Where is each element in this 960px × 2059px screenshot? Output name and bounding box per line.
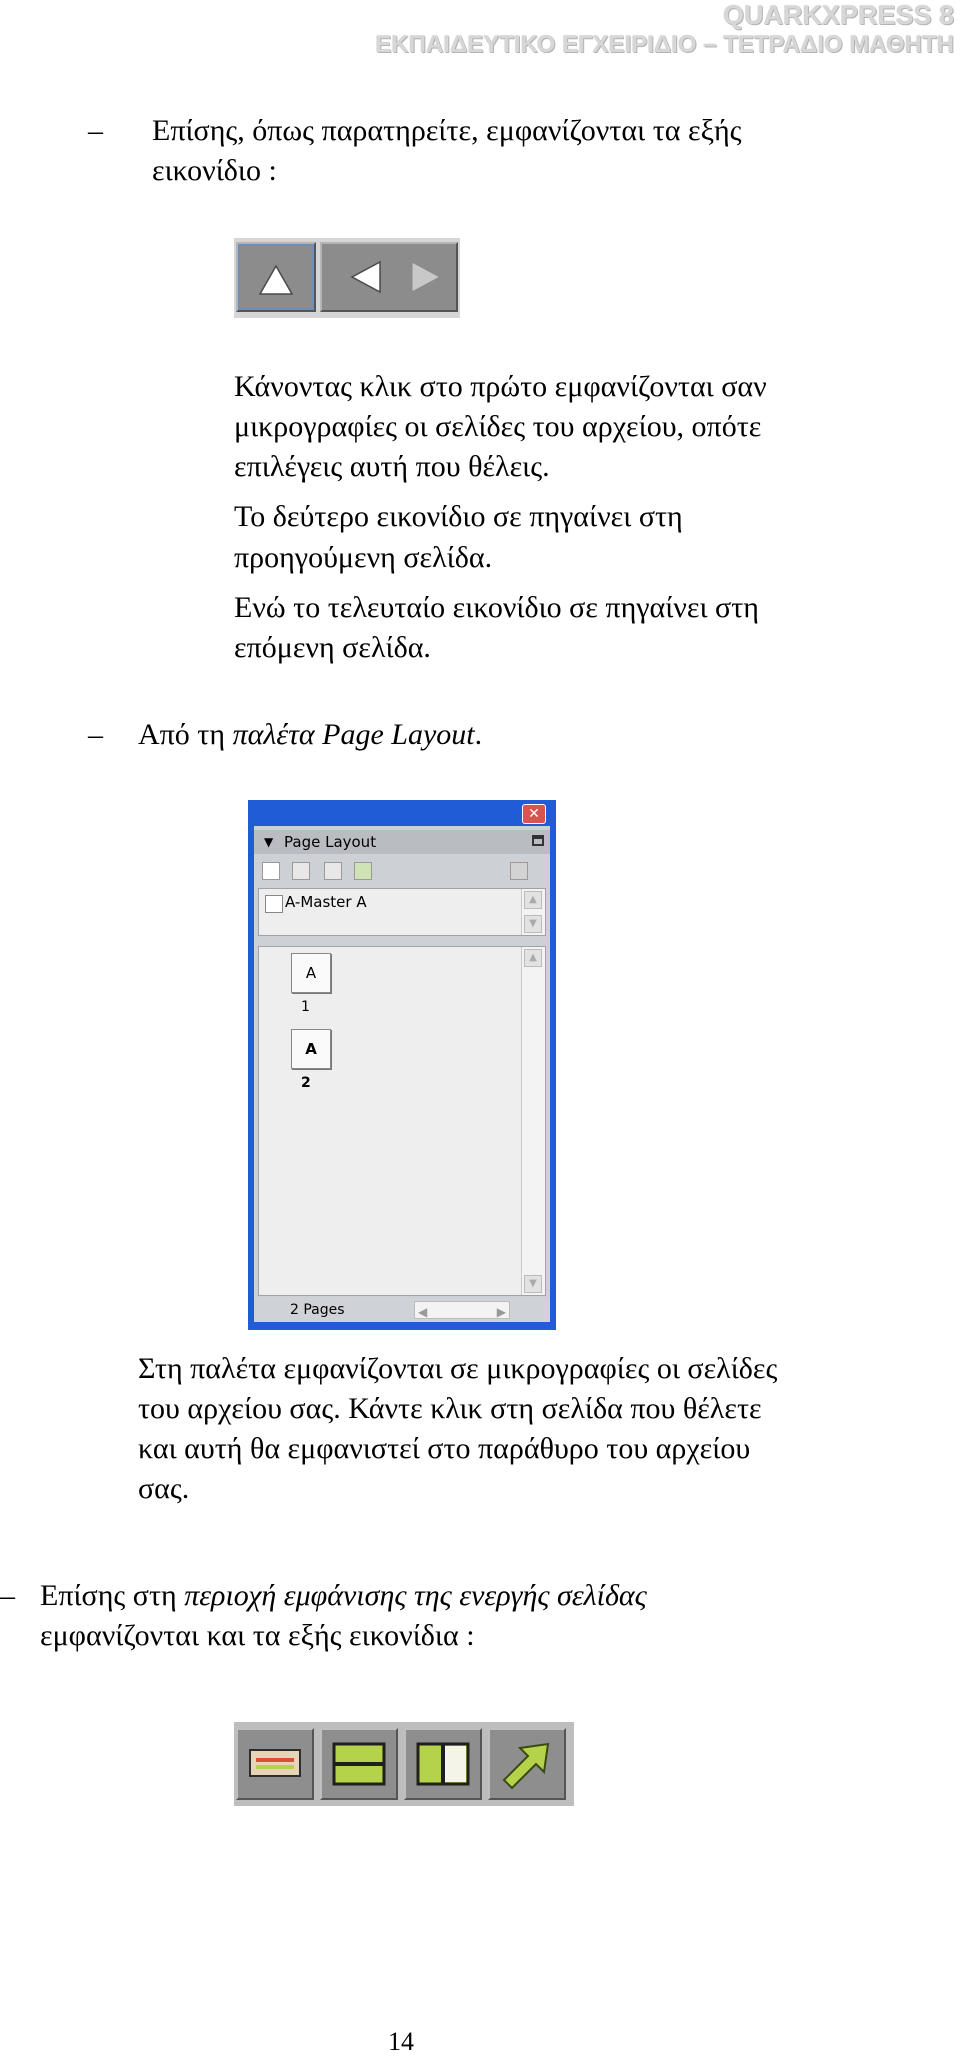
explanation-line-6: Ενώ το τελευταίο εικονίδιο σε πηγαίνει στη: [234, 591, 759, 624]
palette-title: Page Layout: [284, 833, 377, 851]
explanation-line-1: Κάνοντας κλικ στο πρώτο εμφανίζονται σαν: [234, 370, 767, 403]
page-nav-icons-image: [234, 238, 460, 318]
go-arrow-icon: [490, 1730, 564, 1798]
pages-scrollbar[interactable]: [521, 947, 545, 1295]
prev-next-icons: [322, 244, 456, 310]
palette-body: [254, 826, 550, 1322]
section3-italic: περιοχή εμφάνισης της ενεργής σελίδας: [184, 1579, 647, 1612]
section2-heading: [138, 715, 482, 755]
close-icon[interactable]: ✕: [522, 804, 546, 824]
blank-page-icon[interactable]: [262, 862, 280, 880]
previous-page-icon[interactable]: [352, 262, 380, 292]
split-horizontal-button[interactable]: [320, 1728, 398, 1800]
next-page-icon[interactable]: [412, 262, 440, 292]
section1-line2: εικονίδιο :: [152, 154, 277, 187]
chevron-down-icon[interactable]: ▼: [524, 1275, 542, 1293]
explanation-line-2: μικρογραφίες οι σελίδες του αρχείου, οπότε: [234, 410, 762, 443]
palette-toolbar: [258, 860, 548, 884]
page-number: 14: [388, 2027, 414, 2056]
document-pages-area: [258, 946, 546, 1296]
palette-title-bar: [254, 830, 550, 854]
duplicate-icon[interactable]: [324, 862, 342, 880]
trash-icon[interactable]: [510, 862, 528, 880]
bullet-dash: –: [88, 718, 103, 751]
page-count: 2 Pages: [290, 1302, 345, 1318]
explanation-line-3: επιλέγεις αυτή που θέλεις.: [234, 450, 550, 483]
page-thumbnail[interactable]: A: [291, 953, 331, 993]
palette-text-line-2: του αρχείου σας. Κάντε κλικ στη σελίδα που θέλετε: [138, 1392, 762, 1425]
first-page-icon: [238, 244, 314, 310]
page-number-label: 2: [301, 1075, 311, 1091]
bullet-dash: –: [88, 114, 103, 147]
split-vertical-button[interactable]: [404, 1728, 482, 1800]
page-header: [375, 0, 954, 60]
bullet-dash: –: [0, 1579, 15, 1612]
collapse-triangle-icon[interactable]: ▼: [264, 835, 274, 849]
chevron-right-icon[interactable]: ▶: [496, 1305, 506, 1319]
section2-suffix: .: [474, 718, 483, 751]
apply-master-icon[interactable]: [354, 862, 372, 880]
master-label[interactable]: A-Master A: [285, 893, 367, 911]
palette-status-bar: [254, 1298, 550, 1322]
page-flow-button[interactable]: [236, 1728, 314, 1800]
chevron-left-icon[interactable]: ◀: [418, 1305, 428, 1319]
palette-menu-icon[interactable]: [532, 835, 544, 846]
chevron-up-icon[interactable]: ▲: [524, 949, 542, 967]
chevron-up-icon[interactable]: ▲: [524, 891, 542, 909]
view-icons-image: [234, 1722, 574, 1806]
master-pages-area: [258, 888, 546, 936]
section3-line2: εμφανίζονται και τα εξής εικονίδια :: [40, 1619, 475, 1652]
explanation-line-5: προηγούμενη σελίδα.: [234, 541, 493, 574]
section2-prefix: Από τη: [138, 718, 233, 751]
page-number-label: 1: [301, 999, 310, 1015]
split-horizontal-icon: [322, 1730, 396, 1798]
palette-text-line-4: σας.: [138, 1472, 190, 1505]
page-layout-palette: [248, 800, 556, 1330]
header-title: QUARKXPRESS 8: [722, 0, 954, 30]
go-arrow-button[interactable]: [488, 1728, 566, 1800]
palette-text-line-3: και αυτή θα εμφανιστεί στο παράθυρο του αρχείου: [138, 1432, 751, 1465]
explanation-line-7: επόμενη σελίδα.: [234, 631, 431, 664]
header-subtitle: ΕΚΠΑΙΔΕΥΤΙΚΟ ΕΓΧΕΙΡΙΔΙΟ – ΤΕΤΡΑΔΙΟ ΜΑΘΗΤΗ: [375, 31, 954, 58]
master-page-thumb-icon[interactable]: [265, 895, 283, 913]
horizontal-scrollbar[interactable]: [414, 1301, 510, 1319]
palette-text-line-1: Στη παλέτα εμφανίζονται σε μικρογραφίες οι σελίδες: [138, 1352, 778, 1385]
split-vertical-icon: [406, 1730, 480, 1798]
explanation-line-4: Το δεύτερο εικονίδιο σε πηγαίνει στη: [234, 500, 683, 533]
section3-line1: [40, 1576, 647, 1616]
section3-prefix: Επίσης στη: [40, 1579, 185, 1612]
first-page-button[interactable]: [236, 242, 316, 312]
page-flow-icon: [238, 1730, 312, 1798]
master-scrollbar[interactable]: [521, 889, 545, 935]
facing-page-icon[interactable]: [292, 862, 310, 880]
chevron-down-icon[interactable]: ▼: [524, 915, 542, 933]
section1-line1: Επίσης, όπως παρατηρείτε, εμφανίζονται τα εξής: [152, 114, 742, 147]
prev-next-buttons: [320, 242, 458, 312]
page-thumbnail[interactable]: A: [291, 1029, 331, 1069]
section2-italic: παλέτα Page Layout: [232, 718, 475, 751]
